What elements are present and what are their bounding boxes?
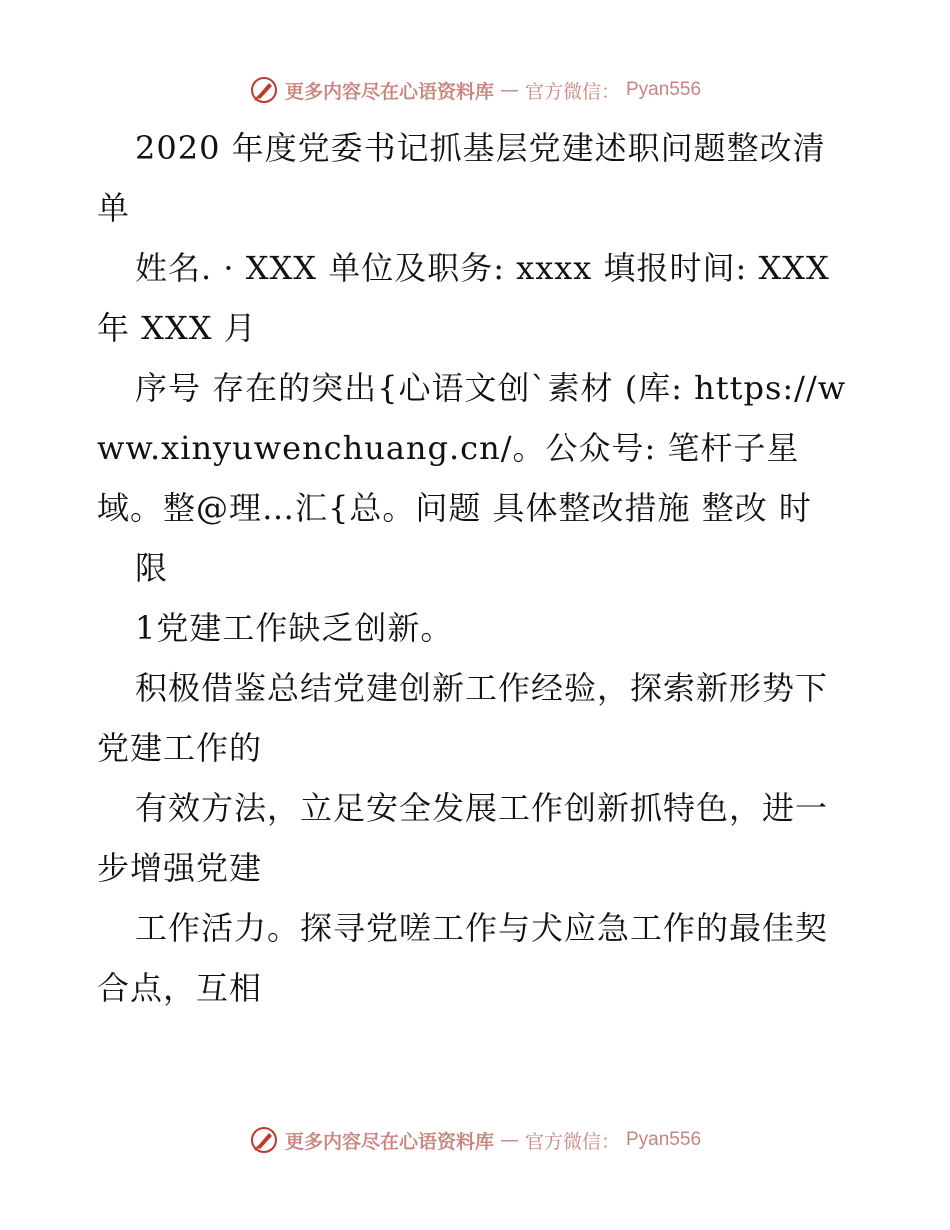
header-watermark-banner xyxy=(0,70,950,110)
document-paragraph: 工作活力。探寻党嗟工作与犬应急工作的最佳契合点，互相 xyxy=(97,909,829,1007)
banner-dash: — xyxy=(499,79,519,101)
document-paragraph: 限 xyxy=(135,549,169,587)
footer-watermark-banner xyxy=(0,1120,950,1160)
document-paragraph: 姓名. · XXX 单位及职务: xxxx 填报时间: XXX 年 XXX 月 xyxy=(97,249,830,347)
document-paragraph: 有效方法，立足安全发展工作创新抓特色，进一步增强党建 xyxy=(97,789,829,887)
quill-logo-icon xyxy=(249,75,279,105)
document-paragraph: 序号 存在的突出{心语文创`素材 (库: https://www.xinyuwenchuang.cn/。公众号: 笔杆子星域。整@理…汇{总。问题 具体整改措施 整改 时 xyxy=(97,369,847,527)
banner-wechat-label: 官方微信： xyxy=(524,80,620,103)
banner-main-text: 更多内容尽在心语资料库 xyxy=(284,1130,494,1153)
banner-main-text: 更多内容尽在心语资料库 xyxy=(284,80,494,103)
banner-wechat-id: Pyan556 xyxy=(626,79,702,100)
banner-dash: — xyxy=(499,1129,519,1151)
document-paragraph: 1党建工作缺乏创新。 xyxy=(135,609,454,647)
document-title: 2020 年度党委书记抓基层党建述职问题整改清单 xyxy=(97,129,826,227)
banner-wechat-label: 官方微信： xyxy=(524,1130,620,1153)
banner-wechat-id: Pyan556 xyxy=(626,1129,702,1150)
document-paragraph: 积极借鉴总结党建创新工作经验，探索新形势下党建工作的 xyxy=(97,669,829,767)
quill-logo-icon xyxy=(249,1125,279,1155)
document-body xyxy=(97,118,857,1018)
